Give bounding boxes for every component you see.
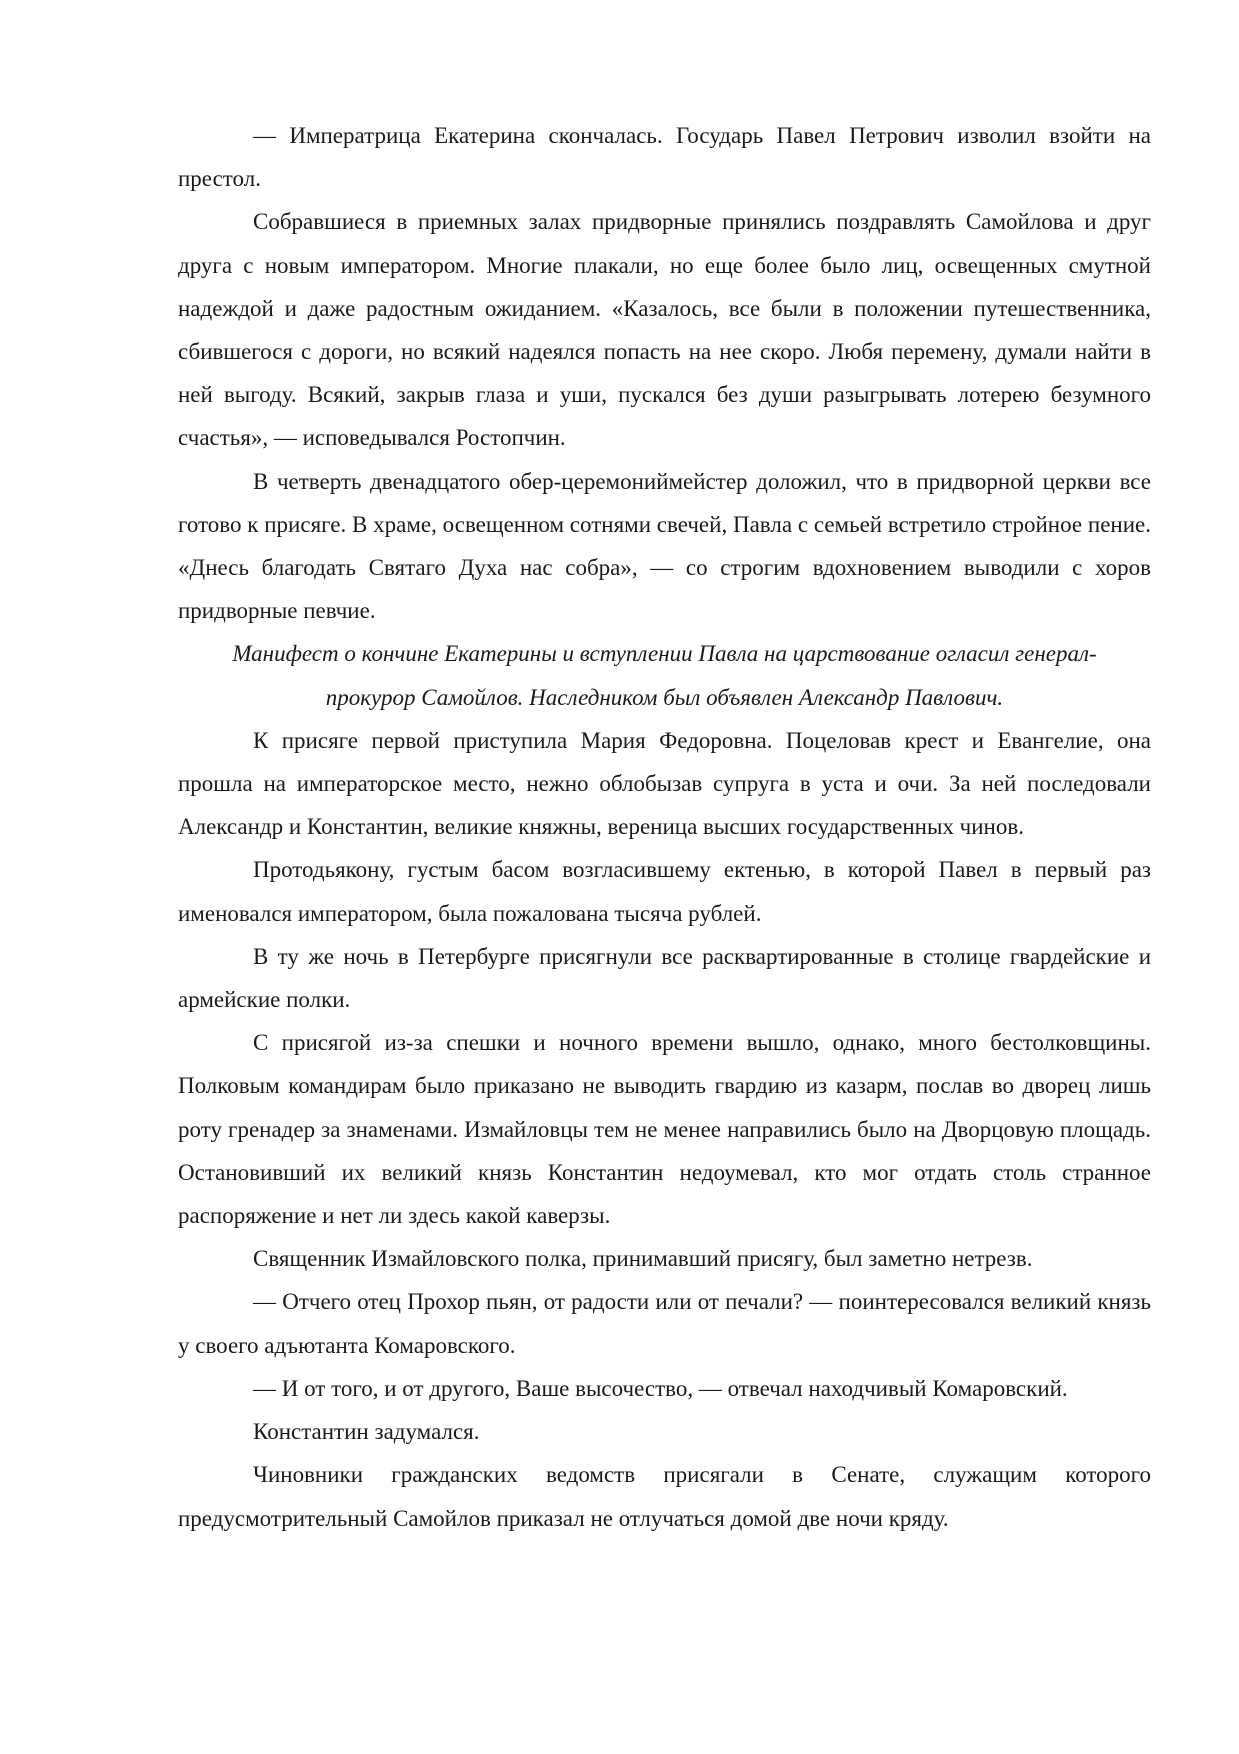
paragraph-3: В четверть двенадцатого обер-церемониймейстер доложил, что в придворной церкви все готово к присяге. В храме, освещенном сотнями свечей, Павла с семьей встретило стройное пение. «Днесь благодать Святаго Духа нас собра», — со строгим вдохновением выводили с хоров придворные певчие. [178, 468, 1151, 624]
paragraph-9: Священник Измайловского полка, принимавший присягу, был заметно нетрезв. [253, 1246, 1033, 1272]
paragraph-12: Константин задумался. [253, 1419, 480, 1445]
paragraph-13: Чиновники гражданских ведомств присягали в Сенате, служащим которого предусмотрительный Самойлов приказал не отлучаться домой две ночи кряду. [178, 1462, 1151, 1531]
paragraph-10: — Отчего отец Прохор пьян, от радости или от печали? — поинтересовался великий князь у своего адъютанта Комаровского. [178, 1289, 1151, 1358]
paragraph-6: Протодьякону, густым басом возгласившему ектенью, в которой Павел в первый раз именовался императором, была пожалована тысяча рублей. [178, 857, 1151, 926]
paragraph-11: — И от того, и от другого, Ваше высочество, — отвечал находчивый Комаровский. [253, 1375, 1068, 1401]
paragraph-8: С присягой из-за спешки и ночного времени вышло, однако, много бестолковщины. Полковым командирам было приказано не выводить гвардию из казарм, послав во дворец лишь роту гренадер за знаменами. Измайловцы тем не менее направились было на Дворцовую площадь. Остановивший их великий князь Константин недоумевал, кто мог отдать столь странное распоряжение и нет ли здесь какой каверзы. [178, 1030, 1151, 1229]
paragraph-2: Собравшиеся в приемных залах придворные принялись поздравлять Самойлова и друг друга с новым императором. Многие плакали, но еще более было лиц, освещенных смутной надеждой и даже радостным ожиданием. «Казалось, все были в положении путешественника, сбившегося с дороги, но всякий надеялся попасть на нее скоро. Любя перемену, думали найти в ней выгоду. Всякий, закрыв глаза и уши, пускался без души разыгрывать лотерею безумного счастья», — исповедывался Ростопчин. [178, 209, 1151, 451]
paragraph-7: В ту же ночь в Петербурге присягнули все расквартированные в столице гвардейские и армейские полки. [178, 943, 1151, 1013]
italic-quote: Манифест о кончине Екатерины и вступлении Павла на царствование огласил генерал-прокурор Самойлов. Наследником был объявлен Александр Павлович. [232, 641, 1097, 710]
document-page [178, 114, 1151, 1540]
paragraph-5: К присяге первой приступила Мария Федоровна. Поцеловав крест и Евангелие, она прошла на императорское место, нежно облобызав супруга в уста и очи. За ней последовали Александр и Константин, великие княжны, вереница высших государственных чинов. [178, 727, 1151, 840]
paragraph-1: — Императрица Екатерина скончалась. Государь Павел Петрович изволил взойти на престол. [178, 123, 1151, 192]
